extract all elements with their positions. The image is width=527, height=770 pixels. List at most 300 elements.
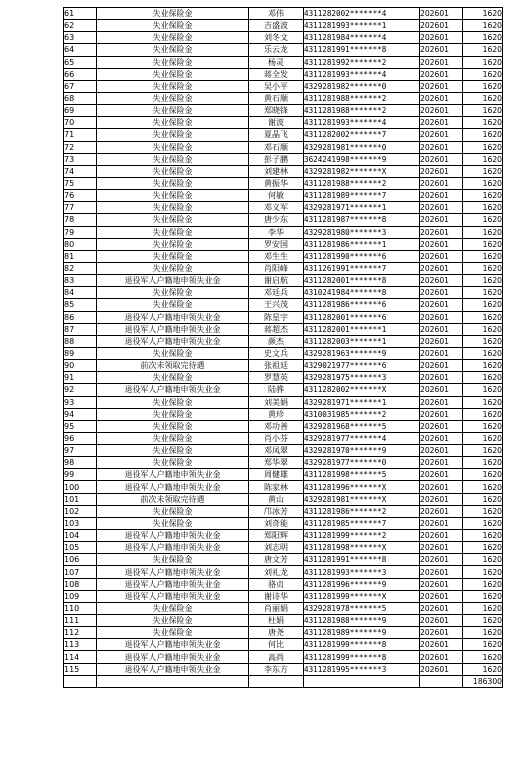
pay-period-cell: 202601 — [420, 250, 463, 262]
benefit-type-cell: 失业保险金 — [97, 117, 249, 129]
recipient-name-cell: 邓生生 — [249, 250, 304, 262]
id-number-cell: 4311281989*******9 — [304, 627, 420, 639]
id-number-cell: 4329281963*******9 — [304, 347, 420, 359]
pay-period-cell: 202601 — [420, 384, 463, 396]
benefit-type-cell: 退役军人户籍地申领失业金 — [97, 590, 249, 602]
row-number-cell: 113 — [64, 639, 97, 651]
id-number-cell: 4311281993*******1 — [304, 20, 420, 32]
id-number-cell: 4311282002*******7 — [304, 129, 420, 141]
recipient-name-cell: 周健雄 — [249, 469, 304, 481]
id-number-cell: 4311281984*******4 — [304, 32, 420, 44]
id-number-cell: 4310241984*******8 — [304, 287, 420, 299]
amount-cell: 1620 — [463, 445, 503, 457]
row-number-cell: 86 — [64, 311, 97, 323]
empty-cell — [64, 675, 97, 687]
recipient-name-cell: 郑华翠 — [249, 457, 304, 469]
amount-cell: 1620 — [463, 360, 503, 372]
table-row — [64, 530, 503, 542]
amount-cell: 1620 — [463, 299, 503, 311]
benefit-type-cell: 退役军人户籍地申领失业金 — [97, 275, 249, 287]
id-number-cell: 4311281996*******X — [304, 481, 420, 493]
benefit-payment-table — [63, 7, 503, 688]
id-number-cell: 4311281996*******9 — [304, 578, 420, 590]
row-number-cell: 91 — [64, 372, 97, 384]
row-number-cell: 72 — [64, 141, 97, 153]
recipient-name-cell: 谢波 — [249, 117, 304, 129]
empty-cell — [304, 675, 420, 687]
recipient-name-cell: 陈家林 — [249, 481, 304, 493]
pay-period-cell: 202601 — [420, 165, 463, 177]
row-number-cell: 114 — [64, 651, 97, 663]
id-number-cell: 4311281986*******6 — [304, 299, 420, 311]
benefit-type-cell: 退役军人户籍地申领失业金 — [97, 323, 249, 335]
amount-cell: 1620 — [463, 323, 503, 335]
table-row — [64, 129, 503, 141]
pay-period-cell: 202601 — [420, 117, 463, 129]
pay-period-cell: 202601 — [420, 56, 463, 68]
id-number-cell: 4329281981*******0 — [304, 141, 420, 153]
amount-cell: 1620 — [463, 202, 503, 214]
id-number-cell: 4311261991*******7 — [304, 262, 420, 274]
pay-period-cell: 202601 — [420, 615, 463, 627]
amount-cell: 1620 — [463, 372, 503, 384]
amount-cell: 1620 — [463, 590, 503, 602]
amount-cell: 1620 — [463, 663, 503, 675]
id-number-cell: 4311281991*******8 — [304, 554, 420, 566]
pay-period-cell: 202601 — [420, 627, 463, 639]
benefit-type-cell: 退役军人户籍地申领失业金 — [97, 578, 249, 590]
pay-period-cell: 202601 — [420, 530, 463, 542]
id-number-cell: 4311281986*******2 — [304, 505, 420, 517]
amount-cell: 1620 — [463, 639, 503, 651]
row-number-cell: 109 — [64, 590, 97, 602]
pay-period-cell: 202601 — [420, 20, 463, 32]
amount-cell: 1620 — [463, 68, 503, 80]
pay-period-cell: 202601 — [420, 590, 463, 602]
row-number-cell: 115 — [64, 663, 97, 675]
id-number-cell: 4311281988*******2 — [304, 177, 420, 189]
amount-cell: 1620 — [463, 238, 503, 250]
recipient-name-cell: 吉盛波 — [249, 20, 304, 32]
amount-cell: 1620 — [463, 493, 503, 505]
table-row — [64, 8, 503, 20]
id-number-cell: 4311281993*******4 — [304, 117, 420, 129]
pay-period-cell: 202601 — [420, 80, 463, 92]
id-number-cell: 4311282001*******1 — [304, 323, 420, 335]
benefit-type-cell: 退役军人户籍地申领失业金 — [97, 639, 249, 651]
benefit-type-cell: 失业保险金 — [97, 615, 249, 627]
id-number-cell: 4311281998*******5 — [304, 469, 420, 481]
table-row — [64, 44, 503, 56]
row-number-cell: 93 — [64, 396, 97, 408]
benefit-type-cell: 退役军人户籍地申领失业金 — [97, 335, 249, 347]
row-number-cell: 75 — [64, 177, 97, 189]
recipient-name-cell: 陆骅 — [249, 384, 304, 396]
table-row — [64, 311, 503, 323]
recipient-name-cell: 刘礼龙 — [249, 566, 304, 578]
benefit-type-cell: 失业保险金 — [97, 602, 249, 614]
benefit-type-cell: 失业保险金 — [97, 153, 249, 165]
recipient-name-cell: 刘志明 — [249, 542, 304, 554]
id-number-cell: 4329281981*******X — [304, 493, 420, 505]
table-row — [64, 226, 503, 238]
benefit-type-cell: 失业保险金 — [97, 372, 249, 384]
pay-period-cell: 202601 — [420, 396, 463, 408]
pay-period-cell: 202601 — [420, 238, 463, 250]
table-row — [64, 360, 503, 372]
amount-cell: 1620 — [463, 214, 503, 226]
benefit-type-cell: 失业保险金 — [97, 250, 249, 262]
row-number-cell: 81 — [64, 250, 97, 262]
table-row — [64, 420, 503, 432]
id-number-cell: 4311281999*******2 — [304, 530, 420, 542]
amount-cell: 1620 — [463, 32, 503, 44]
row-number-cell: 94 — [64, 408, 97, 420]
row-number-cell: 64 — [64, 44, 97, 56]
row-number-cell: 82 — [64, 262, 97, 274]
recipient-name-cell: 李东方 — [249, 663, 304, 675]
id-number-cell: 4310031985*******2 — [304, 408, 420, 420]
pay-period-cell: 202601 — [420, 275, 463, 287]
benefit-type-cell: 失业保险金 — [97, 396, 249, 408]
recipient-name-cell: 郑晓锋 — [249, 105, 304, 117]
recipient-name-cell: 王兴茂 — [249, 299, 304, 311]
row-number-cell: 98 — [64, 457, 97, 469]
recipient-name-cell: 郑阳辉 — [249, 530, 304, 542]
table-row — [64, 651, 503, 663]
benefit-type-cell: 退役军人户籍地申领失业金 — [97, 651, 249, 663]
benefit-type-cell: 失业保险金 — [97, 226, 249, 238]
row-number-cell: 66 — [64, 68, 97, 80]
recipient-name-cell: 何比 — [249, 639, 304, 651]
id-number-cell: 4311282001*******8 — [304, 275, 420, 287]
row-number-cell: 63 — [64, 32, 97, 44]
recipient-name-cell: 骆贞 — [249, 578, 304, 590]
table-row — [64, 639, 503, 651]
benefit-type-cell: 失业保险金 — [97, 202, 249, 214]
id-number-cell: 4311281998*******X — [304, 542, 420, 554]
amount-cell: 1620 — [463, 8, 503, 20]
recipient-name-cell: 邓义军 — [249, 202, 304, 214]
recipient-name-cell: 颜杰 — [249, 335, 304, 347]
id-number-cell: 4311282002*******4 — [304, 8, 420, 20]
recipient-name-cell: 蒋全发 — [249, 68, 304, 80]
pay-period-cell: 202601 — [420, 92, 463, 104]
pay-period-cell: 202601 — [420, 299, 463, 311]
pay-period-cell: 202601 — [420, 651, 463, 663]
row-number-cell: 80 — [64, 238, 97, 250]
benefit-type-cell: 退役军人户籍地申领失业金 — [97, 481, 249, 493]
id-number-cell: 4311282003*******1 — [304, 335, 420, 347]
id-number-cell: 4311281999*******X — [304, 590, 420, 602]
row-number-cell: 90 — [64, 360, 97, 372]
recipient-name-cell: 黄珍 — [249, 408, 304, 420]
amount-cell: 1620 — [463, 275, 503, 287]
pay-period-cell: 202601 — [420, 105, 463, 117]
amount-cell: 1620 — [463, 384, 503, 396]
amount-cell: 1620 — [463, 481, 503, 493]
benefit-type-cell: 失业保险金 — [97, 299, 249, 311]
pay-period-cell: 202601 — [420, 457, 463, 469]
row-number-cell: 108 — [64, 578, 97, 590]
row-number-cell: 95 — [64, 420, 97, 432]
amount-cell: 1620 — [463, 517, 503, 529]
table-row — [64, 627, 503, 639]
amount-cell: 1620 — [463, 530, 503, 542]
benefit-type-cell: 失业保险金 — [97, 457, 249, 469]
empty-cell — [420, 675, 463, 687]
amount-cell: 1620 — [463, 117, 503, 129]
total-row — [64, 675, 503, 687]
amount-cell: 1620 — [463, 20, 503, 32]
table-row — [64, 250, 503, 262]
row-number-cell: 62 — [64, 20, 97, 32]
row-number-cell: 84 — [64, 287, 97, 299]
amount-cell: 1620 — [463, 165, 503, 177]
row-number-cell: 111 — [64, 615, 97, 627]
id-number-cell: 4329281978*******5 — [304, 602, 420, 614]
pay-period-cell: 202601 — [420, 214, 463, 226]
row-number-cell: 68 — [64, 92, 97, 104]
table-row — [64, 165, 503, 177]
table-row — [64, 408, 503, 420]
id-number-cell: 4311281999*******8 — [304, 639, 420, 651]
row-number-cell: 104 — [64, 530, 97, 542]
id-number-cell: 4311282001*******6 — [304, 311, 420, 323]
amount-cell: 1620 — [463, 469, 503, 481]
amount-cell: 1620 — [463, 347, 503, 359]
pay-period-cell: 202601 — [420, 542, 463, 554]
row-number-cell: 73 — [64, 153, 97, 165]
row-number-cell: 70 — [64, 117, 97, 129]
table-row — [64, 299, 503, 311]
row-number-cell: 85 — [64, 299, 97, 311]
id-number-cell: 4311281993*******3 — [304, 566, 420, 578]
recipient-name-cell: 刘建林 — [249, 165, 304, 177]
recipient-name-cell: 蒋超杰 — [249, 323, 304, 335]
recipient-name-cell: 邓凤翠 — [249, 445, 304, 457]
id-number-cell: 4329021977*******6 — [304, 360, 420, 372]
id-number-cell: 4329281975*******3 — [304, 372, 420, 384]
benefit-type-cell: 失业保险金 — [97, 408, 249, 420]
row-number-cell: 76 — [64, 190, 97, 202]
pay-period-cell: 202601 — [420, 44, 463, 56]
recipient-name-cell: 刘冬文 — [249, 32, 304, 44]
id-number-cell: 4329281977*******0 — [304, 457, 420, 469]
table-body — [64, 8, 503, 688]
pay-period-cell: 202601 — [420, 311, 463, 323]
table-row — [64, 105, 503, 117]
amount-cell: 1620 — [463, 602, 503, 614]
row-number-cell: 112 — [64, 627, 97, 639]
recipient-name-cell: 张祖廷 — [249, 360, 304, 372]
table-row — [64, 578, 503, 590]
recipient-name-cell: 陈星宇 — [249, 311, 304, 323]
amount-cell: 1620 — [463, 80, 503, 92]
row-number-cell: 88 — [64, 335, 97, 347]
pay-period-cell: 202601 — [420, 517, 463, 529]
recipient-name-cell: 谢诗华 — [249, 590, 304, 602]
benefit-type-cell: 失业保险金 — [97, 165, 249, 177]
pay-period-cell: 202601 — [420, 323, 463, 335]
benefit-type-cell: 失业保险金 — [97, 287, 249, 299]
row-number-cell: 99 — [64, 469, 97, 481]
amount-cell: 1620 — [463, 262, 503, 274]
amount-cell: 1620 — [463, 578, 503, 590]
amount-cell: 1620 — [463, 141, 503, 153]
benefit-type-cell: 失业保险金 — [97, 420, 249, 432]
id-number-cell: 4329281971*******1 — [304, 396, 420, 408]
amount-cell: 1620 — [463, 44, 503, 56]
recipient-name-cell: 邝冰芳 — [249, 505, 304, 517]
table-row — [64, 615, 503, 627]
row-number-cell: 97 — [64, 445, 97, 457]
id-number-cell: 4329281982*******X — [304, 165, 420, 177]
row-number-cell: 77 — [64, 202, 97, 214]
row-number-cell: 65 — [64, 56, 97, 68]
table-row — [64, 32, 503, 44]
amount-cell: 1620 — [463, 420, 503, 432]
pay-period-cell: 202601 — [420, 335, 463, 347]
recipient-name-cell: 杜娟 — [249, 615, 304, 627]
table-row — [64, 20, 503, 32]
row-number-cell: 71 — [64, 129, 97, 141]
recipient-name-cell: 唐文芳 — [249, 554, 304, 566]
amount-cell: 1620 — [463, 457, 503, 469]
recipient-name-cell: 肖阳峰 — [249, 262, 304, 274]
benefit-type-cell: 失业保险金 — [97, 68, 249, 80]
table-row — [64, 238, 503, 250]
id-number-cell: 3624241998*******9 — [304, 153, 420, 165]
id-number-cell: 4311281987*******8 — [304, 214, 420, 226]
recipient-name-cell: 黄石顺 — [249, 92, 304, 104]
amount-cell: 1620 — [463, 396, 503, 408]
benefit-type-cell: 退役军人户籍地申领失业金 — [97, 663, 249, 675]
table-row — [64, 481, 503, 493]
table-row — [64, 141, 503, 153]
recipient-name-cell: 乐云龙 — [249, 44, 304, 56]
row-number-cell: 79 — [64, 226, 97, 238]
recipient-name-cell: 刘美娟 — [249, 396, 304, 408]
benefit-type-cell: 失业保险金 — [97, 627, 249, 639]
pay-period-cell: 202601 — [420, 505, 463, 517]
pay-period-cell: 202601 — [420, 141, 463, 153]
pay-period-cell: 202601 — [420, 129, 463, 141]
benefit-type-cell: 失业保险金 — [97, 80, 249, 92]
row-number-cell: 67 — [64, 80, 97, 92]
id-number-cell: 4329281970*******9 — [304, 445, 420, 457]
table-row — [64, 117, 503, 129]
pay-period-cell: 202601 — [420, 360, 463, 372]
id-number-cell: 4329281971*******1 — [304, 202, 420, 214]
table-row — [64, 566, 503, 578]
table-row — [64, 372, 503, 384]
row-number-cell: 61 — [64, 8, 97, 20]
benefit-type-cell: 前次未领取完待遇 — [97, 360, 249, 372]
benefit-type-cell: 退役军人户籍地申领失业金 — [97, 311, 249, 323]
id-number-cell: 4329281977*******4 — [304, 432, 420, 444]
pay-period-cell: 202601 — [420, 190, 463, 202]
id-number-cell: 4311281991*******8 — [304, 44, 420, 56]
row-number-cell: 92 — [64, 384, 97, 396]
table-row — [64, 457, 503, 469]
table-row — [64, 396, 503, 408]
benefit-type-cell: 失业保险金 — [97, 20, 249, 32]
benefit-type-cell: 失业保险金 — [97, 177, 249, 189]
table-row — [64, 153, 503, 165]
amount-cell: 1620 — [463, 505, 503, 517]
table-row — [64, 517, 503, 529]
amount-cell: 1620 — [463, 335, 503, 347]
benefit-type-cell: 失业保险金 — [97, 44, 249, 56]
table-row — [64, 177, 503, 189]
pay-period-cell: 202601 — [420, 432, 463, 444]
pay-period-cell: 202601 — [420, 602, 463, 614]
table-row — [64, 542, 503, 554]
recipient-name-cell: 邓功善 — [249, 420, 304, 432]
table-row — [64, 590, 503, 602]
pay-period-cell: 202601 — [420, 554, 463, 566]
amount-cell: 1620 — [463, 105, 503, 117]
table-row — [64, 469, 503, 481]
row-number-cell: 74 — [64, 165, 97, 177]
row-number-cell: 87 — [64, 323, 97, 335]
amount-cell: 1620 — [463, 92, 503, 104]
id-number-cell: 4311281988*******9 — [304, 615, 420, 627]
recipient-name-cell: 肖小芬 — [249, 432, 304, 444]
id-number-cell: 4311281999*******8 — [304, 651, 420, 663]
table-row — [64, 432, 503, 444]
id-number-cell: 4311281995*******3 — [304, 663, 420, 675]
total-amount-cell: 186300 — [463, 675, 503, 687]
row-number-cell: 102 — [64, 505, 97, 517]
table-row — [64, 275, 503, 287]
pay-period-cell: 202601 — [420, 578, 463, 590]
pay-period-cell: 202601 — [420, 445, 463, 457]
id-number-cell: 4329281968*******5 — [304, 420, 420, 432]
table-row — [64, 335, 503, 347]
table-row — [64, 68, 503, 80]
empty-cell — [249, 675, 304, 687]
pay-period-cell: 202601 — [420, 262, 463, 274]
benefit-type-cell: 失业保险金 — [97, 92, 249, 104]
benefit-type-cell: 失业保险金 — [97, 238, 249, 250]
table-row — [64, 384, 503, 396]
pay-period-cell: 202601 — [420, 68, 463, 80]
table-row — [64, 92, 503, 104]
benefit-type-cell: 退役军人户籍地申领失业金 — [97, 469, 249, 481]
benefit-type-cell: 退役军人户籍地申领失业金 — [97, 384, 249, 396]
recipient-name-cell: 唐少东 — [249, 214, 304, 226]
row-number-cell: 96 — [64, 432, 97, 444]
table-row — [64, 323, 503, 335]
pay-period-cell: 202601 — [420, 177, 463, 189]
benefit-type-cell: 失业保险金 — [97, 262, 249, 274]
amount-cell: 1620 — [463, 226, 503, 238]
row-number-cell: 69 — [64, 105, 97, 117]
pay-period-cell: 202601 — [420, 8, 463, 20]
row-number-cell: 105 — [64, 542, 97, 554]
pay-period-cell: 202601 — [420, 32, 463, 44]
empty-cell — [97, 675, 249, 687]
row-number-cell: 83 — [64, 275, 97, 287]
amount-cell: 1620 — [463, 651, 503, 663]
table-row — [64, 602, 503, 614]
recipient-name-cell: 吴小平 — [249, 80, 304, 92]
table-row — [64, 190, 503, 202]
benefit-type-cell: 失业保险金 — [97, 505, 249, 517]
benefit-type-cell: 失业保险金 — [97, 347, 249, 359]
